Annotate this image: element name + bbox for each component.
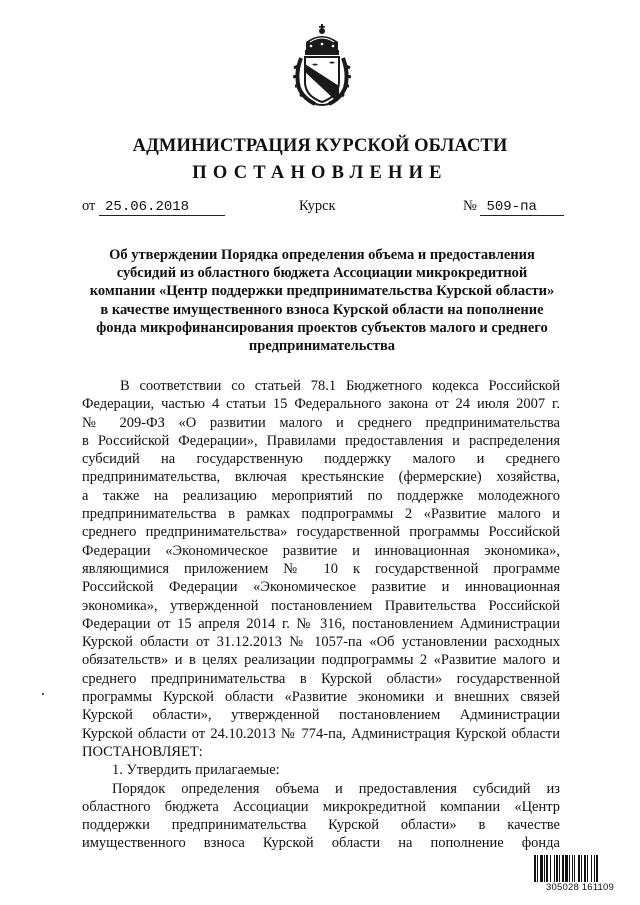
organization-name: АДМИНИСТРАЦИЯ КУРСКОЙ ОБЛАСТИ (132, 136, 508, 156)
barcode-bar (578, 855, 580, 882)
number-label: № (463, 198, 477, 214)
title-line: Об утверждении Порядка определения объема и предоставления (109, 247, 535, 263)
barcode-bar (556, 855, 558, 882)
barcode-bar (565, 855, 568, 882)
barcode-bar (559, 855, 560, 882)
barcode-bar (534, 855, 536, 882)
body-line: программы Курской области «Развитие экономики и внешних связей (82, 689, 560, 706)
body-line: а также на реализацию мероприятий по поддержке молодежного (82, 487, 560, 504)
barcode-bar (591, 855, 592, 882)
body-line: Федерации, частью 4 статьи 15 Федерального закона от 24 июля 2007 г. (82, 396, 560, 413)
barcode-bar (540, 855, 543, 882)
barcode-bar (572, 855, 573, 882)
number-value: 509-па (480, 200, 564, 216)
barcode-bar (537, 855, 538, 882)
body-line: Порядок определения объема и предоставления субсидий из (112, 780, 560, 797)
barcode-bar (569, 855, 570, 882)
body-line: Курской области от 31.12.2013 № 1057-па «Об установлении расходных (82, 634, 560, 651)
document-city: Курск (299, 198, 336, 214)
document-type: ПОСТАНОВЛЕНИЕ (192, 163, 448, 183)
title-line: компании «Центр поддержки предпринимательства Курской области» (89, 283, 555, 300)
body-line: 1. Утвердить прилагаемые: (112, 762, 280, 779)
title-line: в качестве имущественного взноса Курской области на пополнение (100, 301, 544, 318)
title-line: фонда микрофинансирования проектов субъектов малого и среднего (96, 319, 548, 336)
body-line: Федерации «Экономическое развитие и инновационная экономика», (82, 542, 560, 559)
kursk-coat-of-arms-icon (293, 22, 351, 108)
body-line: субсидий на государственную поддержку малого и среднего (82, 451, 560, 468)
body-line: поддержки предпринимательства Курской области» в качестве (82, 817, 560, 834)
barcode-number: 305028 161109 (533, 882, 627, 893)
body-line: обязательств» и в целях реализации подпрограммы 2 «Развитие малого и (82, 652, 560, 669)
barcode-bar (574, 855, 575, 882)
body-line: имущественного взноса Курской области на пополнение фонда (82, 835, 560, 852)
body-line: В соответствии со статьей 78.1 Бюджетного кодекса Российской (120, 378, 560, 394)
body-line: Федерации от 15 апреля 2014 г. № 316, постановлением Администрации (82, 615, 560, 632)
body-line: Курской области», утвержденной постановлением Администрации (82, 707, 560, 724)
body-line: экономика», утвержденной постановлением Правительства Российской (82, 597, 560, 614)
barcode-bar (546, 855, 548, 882)
body-line: среднего предпринимательства в Курской области» государственной (82, 670, 560, 687)
barcode-bar (550, 855, 551, 882)
barcode-bar (562, 855, 564, 882)
body-line: № 209-ФЗ «О развитии малого и среднего предпринимательства (82, 414, 560, 431)
barcode-bar (596, 855, 598, 882)
document-title (72, 246, 572, 355)
title-line: предпринимательства (248, 338, 396, 355)
body-line: предпринимательства в рамках подпрограммы 2 «Развитие малого и (82, 506, 560, 523)
body-line: в Российской Федерации», Правилами предоставления и распределения (82, 432, 560, 449)
document-date (82, 198, 225, 216)
barcode-bar (581, 855, 582, 882)
body-line: областного бюджета Ассоциации микрокредитной компании «Центр (82, 798, 560, 815)
date-label: от (82, 198, 96, 214)
date-value: 25.06.2018 (99, 200, 225, 216)
body-line: являющимися приложением № 10 к государственной программе (82, 560, 560, 577)
document-number (463, 198, 564, 216)
document-body (82, 377, 560, 853)
barcode-bar (584, 855, 586, 882)
scan-speck (42, 693, 44, 695)
body-line: среднего предпринимательства» государственной программы Российской (82, 524, 560, 541)
body-line: предпринимательства, включая крестьянские (фермерские) хозяйства, (82, 469, 560, 486)
body-line: Курской области от 24.10.2013 № 774-па, Администрация Курской области (82, 725, 560, 742)
barcode-bar (554, 855, 555, 882)
body-line: ПОСТАНОВЛЯЕТ: (82, 743, 203, 760)
barcode-bar (594, 855, 595, 882)
barcode-bar (544, 855, 545, 882)
title-line: субсидий из областного бюджета Ассоциации микрокредитной (116, 265, 528, 282)
body-line: Российской Федерации «Экономическое развитие и инновационная (82, 579, 560, 596)
barcode-bar (587, 855, 588, 882)
